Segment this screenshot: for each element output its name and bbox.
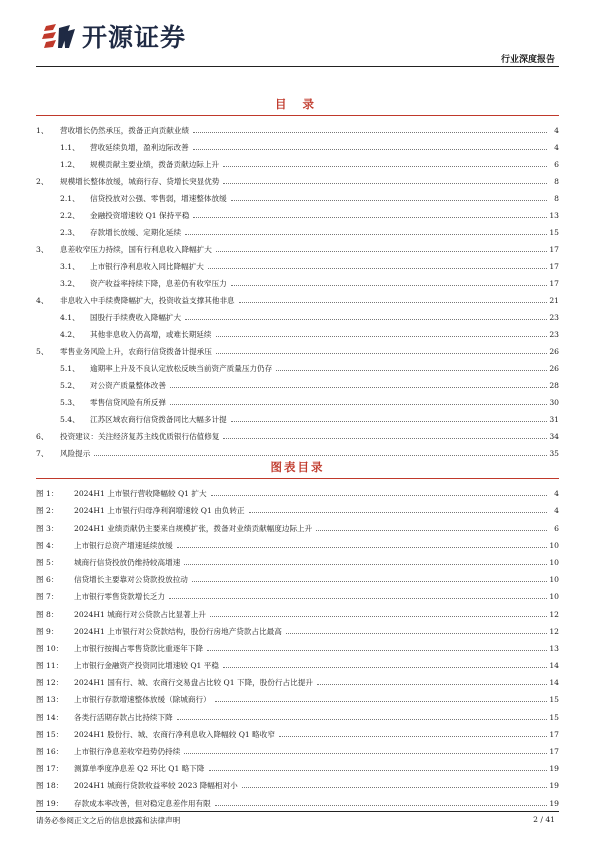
toc-entry-title: 信贷投放对公强、零售弱，增速整体放缓 (90, 194, 227, 203)
toc-entry-page: 23 (549, 313, 559, 322)
figure-leader-dots (223, 667, 547, 668)
toc-entry-title: 息差收窄压力持续，国有行利息收入降幅扩大 (60, 245, 212, 254)
figure-entry-number: 图 2： (36, 506, 59, 516)
toc-entry-page: 4 (554, 143, 559, 152)
figure-entry-page: 10 (549, 575, 559, 585)
figure-entry-title: 测算单季度净息差 Q2 环比 Q1 略下降 (74, 764, 205, 774)
figure-entry-number: 图 8： (36, 609, 59, 619)
toc-entry-page: 26 (549, 364, 559, 373)
toc-leader-dots (223, 183, 547, 184)
figure-entry-page: 17 (549, 747, 559, 756)
toc-entry-title: 投资建议：关注经济复苏主线优质银行估值修复 (60, 432, 220, 441)
toc-entry[interactable] (36, 407, 559, 424)
figure-entry[interactable] (36, 739, 559, 756)
figure-leader-dots (192, 581, 547, 582)
toc-leader-dots (231, 421, 547, 422)
toc-entry-number: 4、 (36, 296, 49, 305)
toc-entry-number: 1.2、 (60, 160, 80, 169)
figure-entry-title: 上市银行存款增速整体放缓（除城商行） (74, 695, 211, 705)
figure-entry-number: 图 14： (36, 712, 64, 722)
figures-title: 图表目录 (270, 460, 325, 474)
figure-entry-title: 2024H1 业绩贡献仍主要来自规模扩张，拨备对业绩贡献幅度边际上升 (74, 523, 313, 533)
figure-entry[interactable] (36, 619, 559, 636)
toc-entry[interactable] (36, 322, 559, 339)
figure-entry[interactable] (36, 756, 559, 773)
toc-entry[interactable] (36, 203, 559, 220)
figure-entry-page: 10 (549, 540, 559, 550)
toc-entry[interactable] (36, 254, 559, 271)
figure-entry-number: 图 13： (36, 695, 64, 705)
toc-entry[interactable] (36, 135, 559, 152)
figure-entry-number: 图 10： (36, 643, 64, 653)
toc-entry-page: 8 (554, 194, 559, 203)
toc-entry-title: 其他非息收入仍高增，或难长期延续 (90, 330, 212, 339)
toc-leader-dots (216, 353, 547, 354)
toc-entry-number: 3.1、 (60, 262, 80, 271)
toc-entry[interactable] (36, 288, 559, 305)
toc-entry[interactable] (36, 169, 559, 186)
toc-entry-page: 35 (549, 449, 559, 458)
figure-entry-number: 图 12： (36, 678, 64, 688)
figure-list (36, 481, 559, 808)
toc-entry-title: 上市银行净利息收入同比降幅扩大 (90, 262, 204, 271)
figure-entry[interactable] (36, 550, 559, 567)
figure-entry-title: 上市银行净息差收窄趋势仍持续 (74, 747, 181, 756)
figure-entry-title: 各类行活期存款占比持续下降 (74, 712, 173, 722)
figure-entry[interactable] (36, 773, 559, 790)
figure-entry-number: 图 7： (36, 592, 59, 602)
toc-entry[interactable] (36, 356, 559, 373)
toc-entry-number: 6、 (36, 432, 49, 441)
figure-leader-dots (249, 512, 547, 513)
figure-entry-number: 图 9： (36, 626, 59, 636)
figure-entry-page: 12 (549, 626, 559, 636)
figure-leader-dots (211, 495, 547, 496)
toc-leader-dots (193, 149, 547, 150)
toc-entry-page: 4 (554, 126, 559, 135)
figure-entry[interactable] (36, 601, 559, 618)
toc-entry[interactable] (36, 237, 559, 254)
figure-entry-page: 10 (549, 557, 559, 567)
toc-entry-page: 30 (549, 398, 559, 407)
toc-entry-number: 5.1、 (60, 364, 80, 373)
figure-entry-page: 13 (549, 643, 559, 653)
toc-entry-page: 28 (549, 381, 559, 390)
toc-leader-dots (185, 234, 547, 235)
toc-leader-dots (231, 200, 547, 201)
figure-leader-dots (209, 770, 548, 771)
toc-leader-dots (231, 285, 547, 286)
toc-entry-number: 2、 (36, 177, 49, 186)
toc-leader-dots (216, 251, 547, 252)
figure-entry[interactable] (36, 722, 559, 739)
toc-leader-dots (193, 217, 547, 218)
figure-entry-title: 2024H1 国有行、城、农商行交易盘占比较 Q1 下降，股份行占比提升 (74, 678, 313, 688)
toc-entry-title: 对公资产质量整体改善 (90, 381, 166, 390)
figure-entry-number: 图 6： (36, 575, 59, 585)
toc-entry-page: 6 (554, 160, 559, 169)
figure-leader-dots (177, 719, 547, 720)
figure-entry-page: 14 (549, 678, 559, 688)
figure-entry-number: 图 4： (36, 540, 59, 550)
toc-entry-title: 营收延续负增，盈利边际改善 (90, 143, 189, 152)
figure-entry-title: 2024H1 上市银行归母净利润增速较 Q1 由负转正 (74, 506, 245, 516)
figure-entry-number: 图 18： (36, 781, 64, 791)
figure-entry-title: 2024H1 股份行、城、农商行净利息收入降幅较 Q1 略收窄 (74, 729, 275, 739)
toc-entry-number: 7、 (36, 449, 49, 458)
figure-entry-number: 图 11： (36, 661, 64, 671)
toc-entry-page: 17 (549, 279, 559, 288)
toc-entry-title: 零售信贷风险有所反弹 (90, 398, 166, 407)
toc-entry-number: 5.2、 (60, 381, 80, 390)
toc-entry-number: 2.3、 (60, 228, 80, 237)
page-number: 2 / 41 (533, 815, 555, 824)
toc-entry[interactable] (36, 339, 559, 356)
figure-entry[interactable] (36, 498, 559, 515)
table-of-contents (36, 118, 559, 458)
figure-leader-dots (207, 650, 547, 651)
figure-entry-page: 12 (549, 609, 559, 619)
figure-leader-dots (177, 547, 547, 548)
figure-entry-title: 2024H1 城商行贷款收益率较 2023 降幅相对小 (74, 781, 238, 791)
toc-entry-page: 31 (549, 415, 559, 424)
figure-entry[interactable] (36, 515, 559, 532)
toc-entry-title: 风险提示 (60, 449, 91, 458)
toc-leader-dots (239, 302, 547, 303)
toc-entry-number: 4.2、 (60, 330, 80, 339)
figure-entry-page: 15 (549, 695, 559, 705)
figure-leader-dots (279, 736, 547, 737)
toc-entry-page: 26 (549, 347, 559, 356)
toc-entry-number: 5.3、 (60, 398, 80, 407)
toc-entry-page: 21 (549, 296, 559, 305)
figure-entry-title: 上市银行总资产增速延续放缓 (74, 540, 173, 550)
figure-entry-title: 上市银行金融资产投资同比增速较 Q1 平稳 (74, 661, 219, 671)
toc-entry-title: 规模增长整体放缓，城商行存、贷增长突显优势 (60, 177, 220, 186)
toc-entry-number: 4.1、 (60, 313, 80, 322)
figure-entry-title: 信贷增长主要靠对公贷款投放拉动 (74, 575, 188, 585)
toc-leader-dots (94, 455, 547, 456)
toc-entry[interactable] (36, 220, 559, 237)
toc-leader-dots (170, 387, 547, 388)
figure-entry-number: 图 3： (36, 523, 59, 533)
toc-leader-dots (223, 166, 547, 167)
figure-leader-dots (169, 598, 547, 599)
toc-entry-page: 15 (549, 228, 559, 237)
header-divider (36, 66, 559, 67)
figure-entry[interactable] (36, 533, 559, 550)
figure-entry[interactable] (36, 636, 559, 653)
figure-entry-title: 2024H1 上市银行营收降幅较 Q1 扩大 (74, 489, 207, 499)
toc-entry-page: 23 (549, 330, 559, 339)
figure-leader-dots (184, 753, 547, 754)
figure-entry[interactable] (36, 567, 559, 584)
toc-leader-dots (276, 370, 547, 371)
brand-name: 开源证券 (82, 23, 187, 52)
figure-entry-number: 图 1： (36, 489, 59, 499)
figure-entry-page: 19 (549, 798, 559, 808)
figure-entry-number: 图 17： (36, 764, 64, 774)
toc-entry-number: 3、 (36, 245, 49, 254)
toc-entry-title: 金融投资增速较 Q1 保持平稳 (90, 211, 190, 220)
toc-entry-page: 17 (549, 245, 559, 254)
kaiyuan-logo-icon (42, 22, 76, 50)
footer-disclaimer: 请务必参阅正文之后的信息披露和法律声明 (36, 816, 181, 825)
toc-entry-number: 2.2、 (60, 211, 80, 220)
toc-entry-number: 2.1、 (60, 194, 80, 203)
figure-entry-title: 存款成本率改善，但对稳定息差作用有限 (74, 798, 211, 808)
toc-entry[interactable] (36, 424, 559, 441)
toc-leader-dots (208, 268, 547, 269)
figure-entry[interactable] (36, 790, 559, 807)
toc-leader-dots (223, 438, 547, 439)
figure-leader-dots (317, 684, 547, 685)
toc-entry[interactable] (36, 373, 559, 390)
toc-entry-title: 营收增长仍然承压，拨备正向贡献业绩 (60, 126, 190, 135)
toc-entry[interactable] (36, 152, 559, 169)
toc-entry-title: 资产收益率持续下降，息差仍有收窄压力 (90, 279, 227, 288)
toc-entry[interactable] (36, 186, 559, 203)
toc-leader-dots (216, 336, 548, 337)
figure-entry-number: 图 19： (36, 798, 64, 808)
toc-title-divider (36, 115, 559, 116)
toc-leader-dots (185, 319, 547, 320)
figure-entry[interactable] (36, 481, 559, 498)
toc-entry-number: 5、 (36, 347, 49, 356)
toc-entry-title: 存款增长放缓、定期化延续 (90, 228, 182, 237)
toc-leader-dots (193, 132, 547, 133)
figure-entry-title: 上市银行按揭占零售贷款比重逐年下降 (74, 643, 204, 653)
figure-entry-page: 14 (549, 661, 559, 671)
toc-entry-title: 逾期率上升及不良认定放松反映当前资产质量压力仍存 (90, 364, 273, 373)
figure-entry-page: 4 (554, 506, 559, 516)
toc-entry-title: 非息收入中手续费降幅扩大，投资收益支撑其他非息 (60, 296, 235, 305)
figure-leader-dots (215, 701, 547, 702)
toc-entry[interactable] (36, 441, 559, 458)
figure-entry-page: 19 (549, 764, 559, 774)
toc-entry-title: 江苏区域农商行信贷拨备同比大幅多计提 (90, 415, 227, 424)
toc-entry[interactable] (36, 271, 559, 288)
report-type-label: 行业深度报告 (500, 55, 555, 65)
toc-entry-title: 零售业务风险上升，农商行信贷拨备计提承压 (60, 347, 212, 356)
figure-entry[interactable] (36, 653, 559, 670)
figure-entry-page: 4 (554, 489, 559, 499)
toc-entry[interactable] (36, 118, 559, 135)
figure-entry-title: 2024H1 上市银行对公贷款结构，股份行房地产贷款占比最高 (74, 626, 282, 636)
figure-entry-title: 2024H1 城商行对公贷款占比显著上升 (74, 609, 206, 619)
figure-leader-dots (210, 616, 547, 617)
figures-title-divider (36, 478, 559, 479)
brand-logo (42, 22, 186, 50)
toc-entry-page: 17 (549, 262, 559, 271)
toc-entry-title: 国股行手续费收入降幅扩大 (90, 313, 182, 322)
figure-leader-dots (286, 633, 547, 634)
figure-entry[interactable] (36, 670, 559, 687)
figure-entry-number: 图 15： (36, 729, 64, 739)
toc-entry-number: 1、 (36, 126, 49, 135)
figure-leader-dots (215, 805, 547, 806)
figure-entry-page: 19 (549, 781, 559, 791)
figure-entry-page: 10 (549, 592, 559, 602)
figure-entry-page: 17 (549, 729, 559, 739)
toc-entry-page: 8 (554, 177, 559, 186)
figure-entry-title: 城商行信贷投放仍维持较高增速 (74, 557, 181, 567)
toc-entry-number: 5.4、 (60, 415, 80, 424)
figure-entry-number: 图 16： (36, 747, 64, 756)
toc-entry-number: 3.2、 (60, 279, 80, 288)
figure-entry[interactable] (36, 704, 559, 721)
toc-entry[interactable] (36, 305, 559, 322)
figure-entry[interactable] (36, 687, 559, 704)
toc-leader-dots (170, 404, 547, 405)
toc-entry[interactable] (36, 390, 559, 407)
figure-leader-dots (184, 564, 547, 565)
figure-entry-page: 6 (554, 523, 559, 533)
toc-entry-title: 规模贡献主要业绩，拨备贡献边际上升 (90, 160, 220, 169)
toc-entry-page: 34 (549, 432, 559, 441)
toc-title: 目 录 (274, 97, 320, 111)
figure-entry-number: 图 5： (36, 557, 59, 567)
figure-entry-page: 15 (549, 712, 559, 722)
figure-entry[interactable] (36, 584, 559, 601)
footer-divider (36, 811, 559, 812)
figure-leader-dots (316, 530, 547, 531)
toc-entry-number: 1.1、 (60, 143, 80, 152)
figure-entry-title: 上市银行零售贷款增长乏力 (74, 592, 166, 602)
page-header (0, 0, 595, 68)
toc-entry-page: 13 (549, 211, 559, 220)
figure-leader-dots (242, 787, 547, 788)
